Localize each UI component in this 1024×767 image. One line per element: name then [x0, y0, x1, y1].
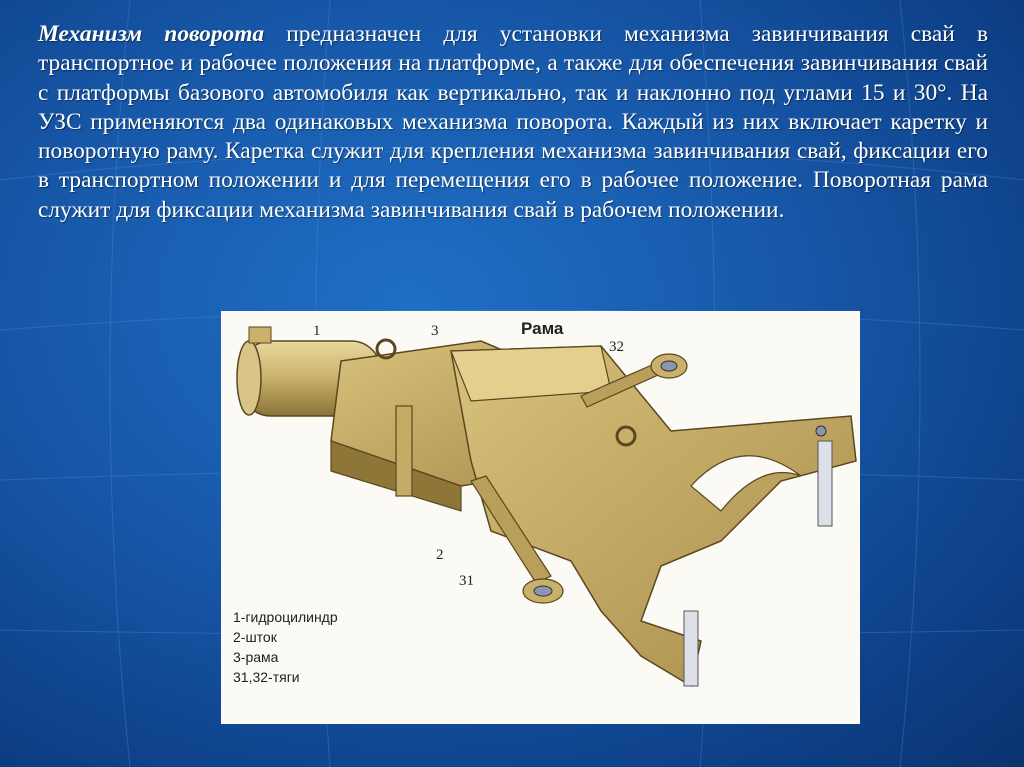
figure-legend: [233, 607, 338, 687]
callout-31: 31: [459, 573, 474, 589]
description-paragraph: [38, 20, 988, 225]
callout-1: 1: [313, 323, 321, 339]
legend-item: 3-рама: [233, 649, 279, 665]
legend-item: 2-шток: [233, 629, 277, 645]
legend-item: 1-гидроцилиндр: [233, 609, 338, 625]
callout-32: 32: [609, 339, 624, 355]
paragraph-lead: Механизм поворота: [38, 21, 265, 47]
paragraph-body: предназначен для установки механизма завинчивания свай в транспортное и рабочее положения на платформе, а также для обеспечения завинчивания свай с платформы базового автомобиля как вертикально, так и наклонно под углами 15 и 30°. На УЗС применяются два одинаковых механизма поворота. Каждый из них включает каретку и поворотную раму. Каретка служит для крепления механизма завинчивания свай, фиксации его в транспортном положении и для перемещения его в рабочее положение. Поворотная рама служит для фиксации механизма завинчивания свай в рабочем положении.: [38, 21, 988, 223]
callout-3: 3: [431, 323, 439, 339]
mechanism-illustration: [221, 311, 860, 724]
legend-item: 31,32-тяги: [233, 669, 300, 685]
figure-title: Рама: [521, 319, 564, 338]
callout-2: 2: [436, 547, 444, 563]
